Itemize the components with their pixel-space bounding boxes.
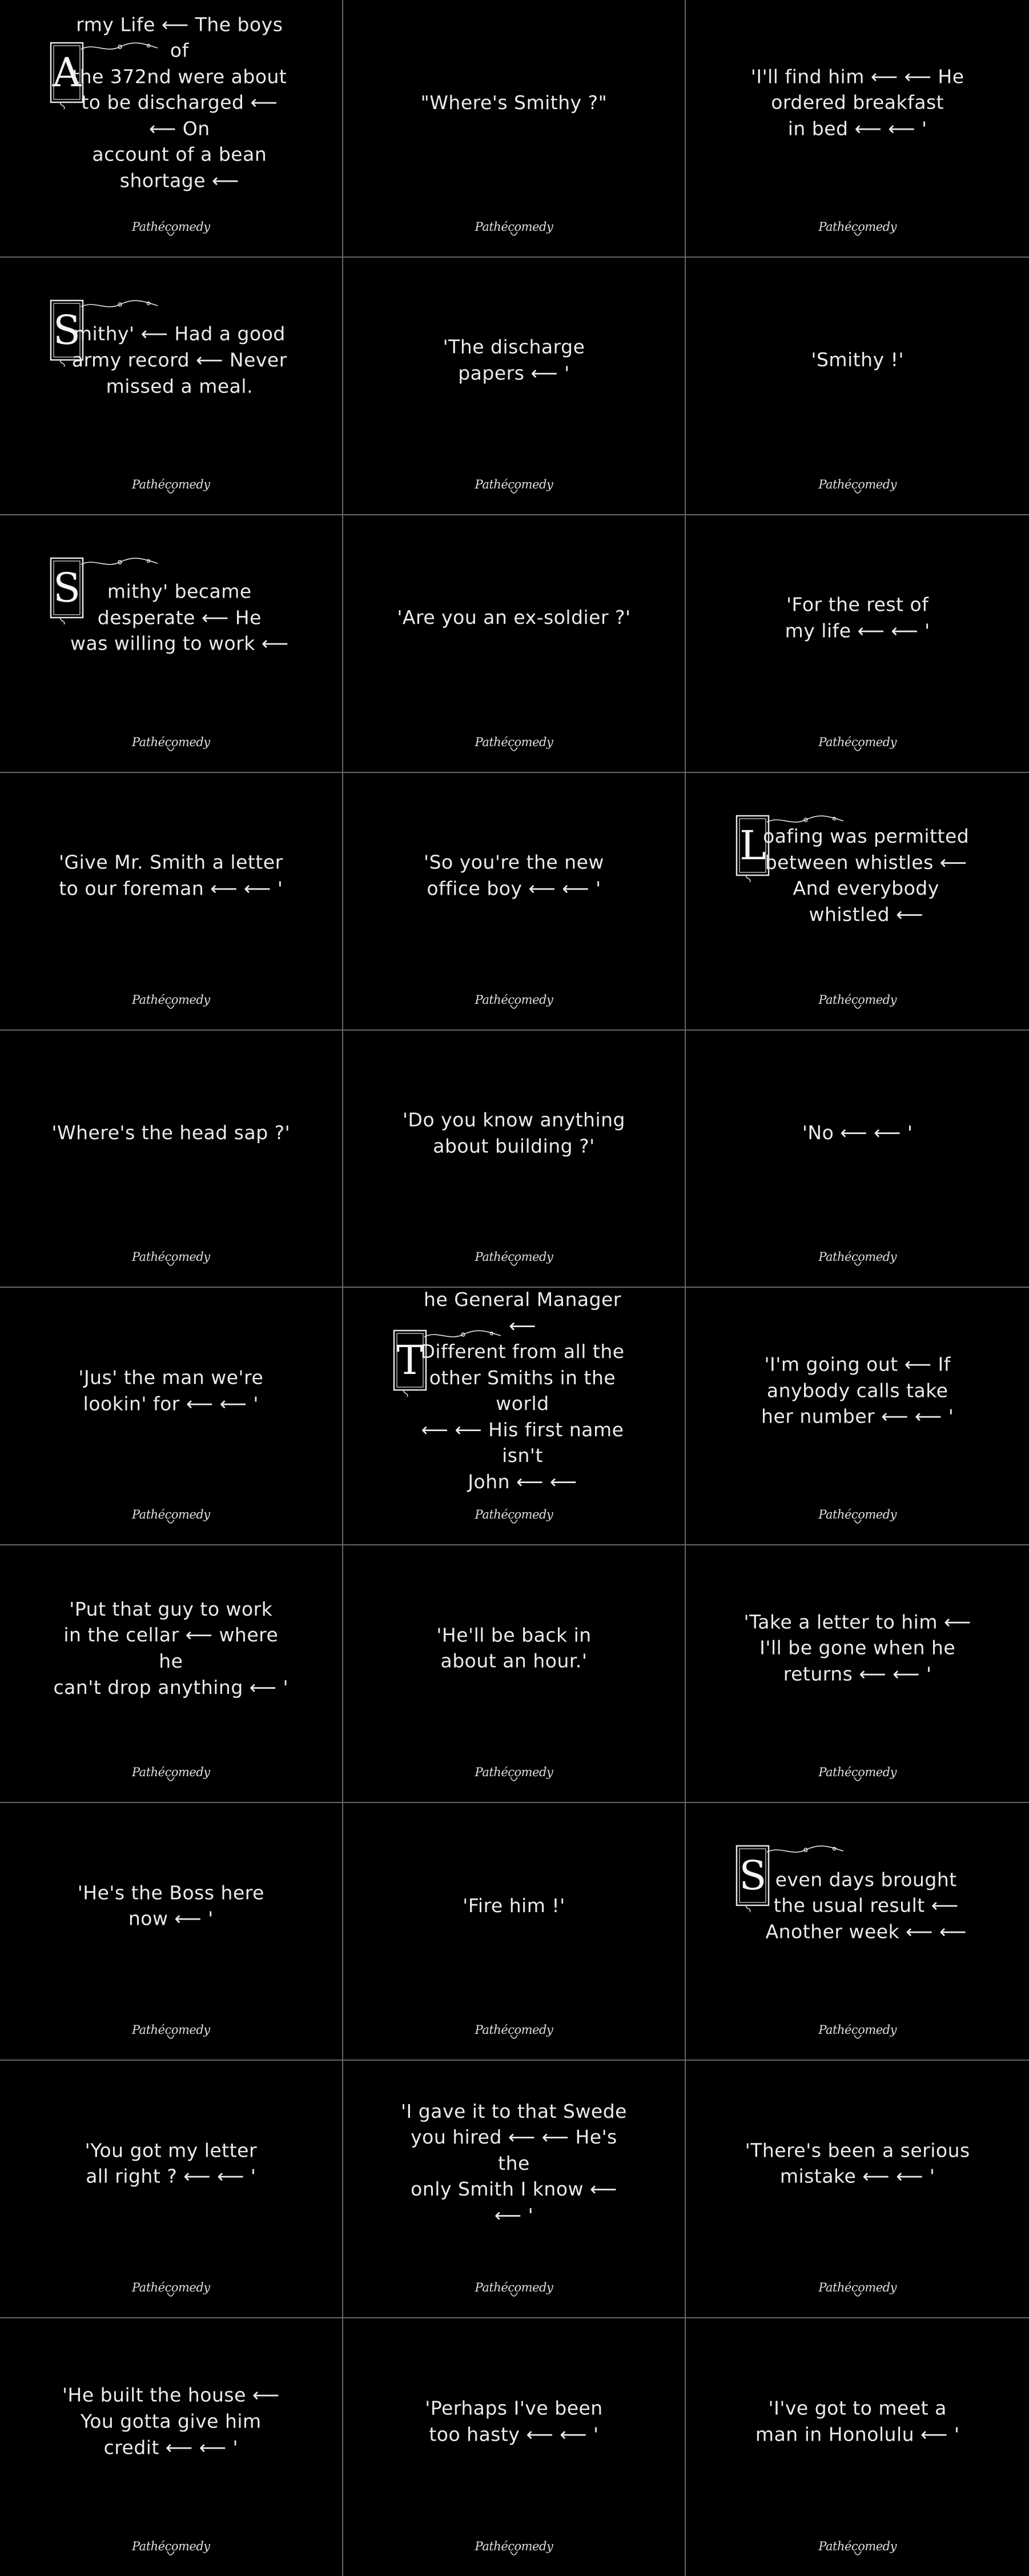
studio-logo: Pathécomedy (818, 992, 897, 1007)
title-card (0, 1803, 343, 2061)
drop-cap-letter: A (52, 49, 82, 96)
intertitle-caption: 'So you're the new office boy ⟵ ⟵ ' (424, 851, 604, 900)
title-card (343, 1031, 686, 1288)
intertitle-caption: 'Fire him !' (463, 1894, 565, 1917)
studio-logo: Pathécomedy (132, 2023, 210, 2037)
rooster-emblem-icon (854, 1775, 862, 1786)
intertitle-caption: 'I've got to meet a man in Honolulu ⟵ ' (755, 2397, 960, 2446)
title-card (343, 773, 686, 1031)
intertitle-caption: 'For the rest of my life ⟵ ⟵ ' (785, 593, 930, 642)
rooster-emblem-icon (854, 1260, 862, 1271)
flourish-ornament-icon (766, 1844, 846, 1860)
intertitle-caption: 'The discharge papers ⟵ ' (443, 335, 585, 384)
rooster-emblem-icon (510, 2033, 518, 2044)
studio-logo: Pathécomedy (818, 2281, 897, 2295)
rooster-emblem-icon (510, 1003, 518, 1013)
studio-logo: Pathécomedy (475, 219, 553, 234)
intertitle-caption: even days brought the usual result ⟵ Another week ⟵ ⟵ (765, 1868, 967, 1943)
title-card (0, 773, 343, 1031)
studio-logo: Pathécomedy (818, 1765, 897, 1780)
rooster-emblem-icon (167, 230, 175, 241)
flourish-ornament-icon (80, 556, 160, 572)
studio-logo: Pathécomedy (132, 1250, 210, 1264)
studio-logo: Pathécomedy (132, 992, 210, 1007)
flourish-ornament-icon (80, 299, 160, 315)
rooster-emblem-icon (510, 1775, 518, 1786)
rooster-emblem-icon (510, 1260, 518, 1271)
title-card (0, 2061, 343, 2318)
rooster-emblem-icon (510, 2290, 518, 2301)
rooster-emblem-icon (510, 230, 518, 241)
studio-logo: Pathécomedy (475, 477, 553, 491)
intertitle-caption: mithy' became desperate ⟵ He was willing to work ⟵ (70, 580, 289, 655)
rooster-emblem-icon (167, 1775, 175, 1786)
studio-logo: Pathécomedy (818, 219, 897, 234)
studio-logo: Pathécomedy (132, 735, 210, 749)
intertitle-caption: 'Where's the head sap ?' (51, 1121, 291, 1144)
intertitle-caption: mithy' ⟵ Had a good army record ⟵ Never missed a meal. (71, 323, 287, 398)
rooster-emblem-icon (854, 230, 862, 241)
title-card (686, 2061, 1029, 2318)
intertitle-caption: 'Take a letter to him ⟵ I'll be gone when he returns ⟵ ⟵ ' (743, 1610, 971, 1685)
rooster-emblem-icon (854, 1003, 862, 1013)
studio-logo: Pathécomedy (475, 1508, 553, 1522)
intertitle-caption: he General Manager ⟵ Different from all the other Smiths in the world ⟵ ⟵ His first name isn't John ⟵ ⟵ (420, 1288, 625, 1493)
title-card (343, 258, 686, 515)
intertitle-caption: oafing was permitted between whistles ⟵ And everybody whistled ⟵ (763, 825, 970, 926)
rooster-emblem-icon (167, 1260, 175, 1271)
rooster-emblem-icon (510, 487, 518, 498)
rooster-emblem-icon (167, 1003, 175, 1013)
title-card (686, 1545, 1029, 1803)
rooster-emblem-icon (510, 745, 518, 756)
studio-logo: Pathécomedy (818, 2023, 897, 2037)
drop-cap-letter: L (739, 822, 766, 869)
intertitle-caption: 'Do you know anything about building ?' (402, 1108, 626, 1157)
title-card (0, 515, 343, 773)
title-card (686, 1288, 1029, 1545)
intertitle-caption: "Where's Smithy ?" (420, 91, 608, 114)
rooster-emblem-icon (167, 2290, 175, 2301)
title-card (343, 1545, 686, 1803)
rooster-emblem-icon (854, 745, 862, 756)
title-card (0, 258, 343, 515)
intertitle-caption: 'He'll be back in about an hour.' (436, 1624, 592, 1672)
studio-logo: Pathécomedy (475, 1765, 553, 1780)
intertitle-caption: 'No ⟵ ⟵ ' (802, 1121, 913, 1144)
title-card (686, 1031, 1029, 1288)
rooster-emblem-icon (167, 2549, 175, 2560)
title-card (0, 1545, 343, 1803)
title-card (343, 0, 686, 258)
studio-logo: Pathécomedy (818, 2539, 897, 2553)
rooster-emblem-icon (854, 487, 862, 498)
rooster-emblem-icon (854, 2290, 862, 2301)
studio-logo: Pathécomedy (475, 2023, 553, 2037)
studio-logo: Pathécomedy (475, 2539, 553, 2553)
drop-cap-letter: S (53, 306, 81, 354)
title-card (0, 2318, 343, 2576)
title-card (686, 515, 1029, 773)
intertitle-caption: 'You got my letter all right ? ⟵ ⟵ ' (85, 2139, 258, 2188)
drop-cap-letter: S (53, 564, 81, 611)
intertitle-caption: 'Perhaps I've been too hasty ⟵ ⟵ ' (425, 2397, 603, 2446)
rooster-emblem-icon (854, 2549, 862, 2560)
drop-cap-letter: T (396, 1337, 423, 1384)
studio-logo: Pathécomedy (818, 1508, 897, 1522)
studio-logo: Pathécomedy (475, 992, 553, 1007)
rooster-emblem-icon (167, 487, 175, 498)
title-card (343, 1288, 686, 1545)
studio-logo: Pathécomedy (818, 477, 897, 491)
studio-logo: Pathécomedy (818, 1250, 897, 1264)
studio-logo: Pathécomedy (132, 2281, 210, 2295)
studio-logo: Pathécomedy (132, 1765, 210, 1780)
intertitle-caption: 'He's the Boss here now ⟵ ' (77, 1881, 264, 1930)
studio-logo: Pathécomedy (475, 735, 553, 749)
studio-logo: Pathécomedy (132, 1508, 210, 1522)
title-card (343, 2061, 686, 2318)
intertitle-caption: 'Jus' the man we're lookin' for ⟵ ⟵ ' (78, 1366, 264, 1415)
intertitle-caption: rmy Life ⟵ The boys of the 372nd were about to be discharged ⟵ ⟵ On account of a bean shortage ⟵ (72, 13, 287, 192)
title-card (343, 1803, 686, 2061)
studio-logo: Pathécomedy (132, 477, 210, 491)
studio-logo: Pathécomedy (475, 2281, 553, 2295)
studio-logo: Pathécomedy (475, 1250, 553, 1264)
intertitle-caption: 'Smithy !' (811, 348, 904, 371)
title-card (686, 2318, 1029, 2576)
studio-logo: Pathécomedy (132, 2539, 210, 2553)
title-card (343, 515, 686, 773)
rooster-emblem-icon (167, 2033, 175, 2044)
rooster-emblem-icon (167, 745, 175, 756)
studio-logo: Pathécomedy (132, 219, 210, 234)
intertitle-caption: 'He built the house ⟵ You gotta give him credit ⟵ ⟵ ' (62, 2384, 280, 2459)
title-card (686, 258, 1029, 515)
title-card (0, 1288, 343, 1545)
intertitle-caption: 'I'm going out ⟵ If anybody calls take her number ⟵ ⟵ ' (761, 1353, 954, 1428)
title-card (686, 773, 1029, 1031)
rooster-emblem-icon (510, 2549, 518, 2560)
intertitle-caption: 'I gave it to that Swede you hired ⟵ ⟵ He's the only Smith I know ⟵ ⟵ ' (400, 2100, 627, 2227)
intertitle-caption: 'Are you an ex-soldier ?' (397, 606, 631, 629)
intertitle-caption: 'There's been a serious mistake ⟵ ⟵ ' (745, 2139, 970, 2188)
title-card (686, 0, 1029, 258)
title-card (343, 2318, 686, 2576)
title-card (686, 1803, 1029, 2061)
studio-logo: Pathécomedy (818, 735, 897, 749)
intertitle-caption: 'Give Mr. Smith a letter to our foreman ⟵ ⟵ ' (58, 851, 283, 900)
title-card (0, 0, 343, 258)
intertitle-caption: 'Put that guy to work in the cellar ⟵ where he can't drop anything ⟵ ' (53, 1597, 289, 1698)
drop-cap-letter: S (739, 1852, 767, 1900)
rooster-emblem-icon (854, 1517, 862, 1528)
title-card (0, 1031, 343, 1288)
rooster-emblem-icon (510, 1517, 518, 1528)
intertitle-caption: 'I'll find him ⟵ ⟵ He ordered breakfast in bed ⟵ ⟵ ' (750, 65, 964, 140)
rooster-emblem-icon (854, 2033, 862, 2044)
rooster-emblem-icon (167, 1517, 175, 1528)
